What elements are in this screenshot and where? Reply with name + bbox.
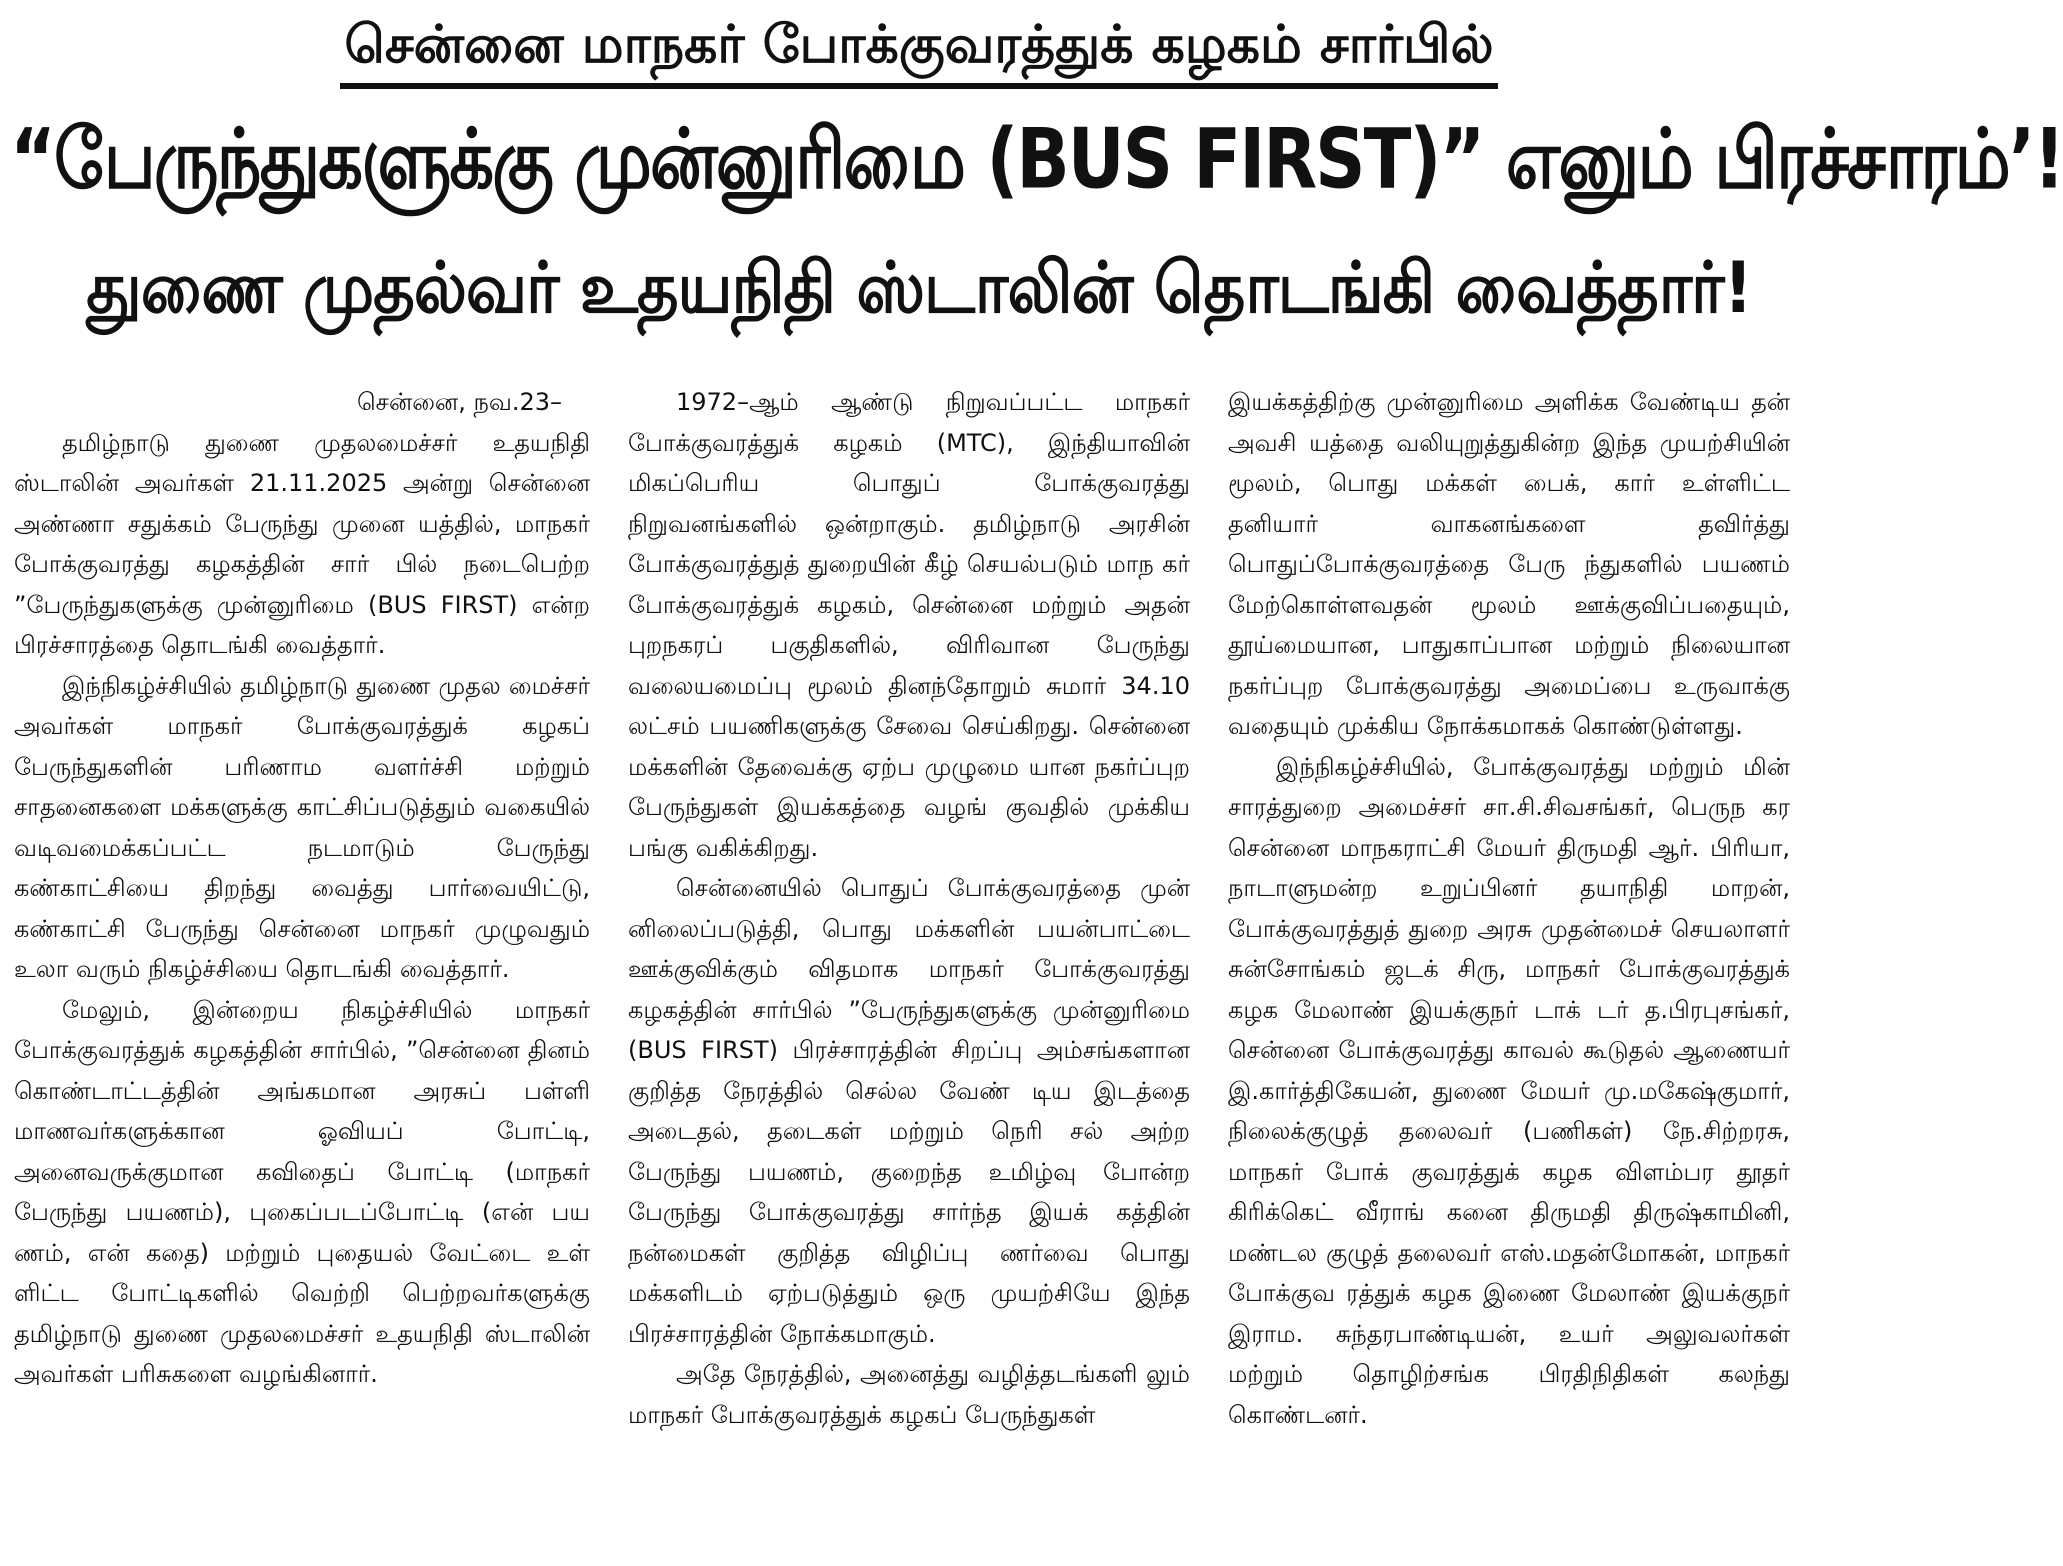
dateline: சென்னை, நவ.23– xyxy=(356,388,562,416)
paragraph: இந்நிகழ்ச்சியில் தமிழ்நாடு துணை முதல மைச்சர் அவர்கள் மாநகர் போக்குவரத்துக் கழகப் பேருந்துகளின் பரிணாம வளர்ச்சி மற்றும் சாதனைகளை மக்களுக்கு காட்சிப்படுத்தும் வகையில் வடிவமைக்கப்பட்ட நடமாடும் பேருந்து கண்காட்சியை திறந்து வைத்து பார்வையிட்டு, கண்காட்சி பேருந்து சென்னை மாநகர் முழுவதும் உலா வரும் நிகழ்ச்சியை தொடங்கி வைத்தார். xyxy=(14,671,590,983)
paragraph: சென்னையில் பொதுப் போக்குவரத்தை முன் னிலைப்படுத்தி, பொது மக்களின் பயன்பாட்டை ஊக்குவிக்கும் விதமாக மாநகர் போக்குவரத்து கழகத்தின் சார்பில் ”பேருந்துகளுக்கு முன்னுரிமை (BUS FIRST) பிரச்சாரத்தின் சிறப்பு அம்சங்களான குறித்த நேரத்தில் செல்ல வேண் டிய இடத்தை அடைதல், தடைகள் மற்றும் நெரி சல் அற்ற பேருந்து பயணம், குறைந்த உமிழ்வு போன்ற பேருந்து போக்குவரத்து சார்ந்த இயக் கத்தின் நன்மைகள் குறித்த விழிப்பு ணர்வை பொது மக்களிடம் ஏற்படுத்தும் ஒரு முயற்சியே இந்த பிரச்சாரத்தின் நோக்கமாகும். xyxy=(628,874,1190,1348)
article-column-1 xyxy=(10,382,610,1562)
paragraph: மேலும், இன்றைய நிகழ்ச்சியில் மாநகர் போக்குவரத்துக் கழகத்தின் சார்பில், ”சென்னை தினம் கொண்டாட்டத்தின் அங்கமான அரசுப் பள்ளி மாணவர்களுக்கான ஓவியப் போட்டி, அனைவருக்குமான கவிதைப் போட்டி (மாநகர் பேருந்து பயணம்), புகைப்படப்போட்டி (என் பய ணம், என் கதை) மற்றும் புதையல் வேட்டை உள் ளிட்ட போட்டிகளில் வெற்றி பெற்றவர்களுக்கு தமிழ்நாடு துணை முதலமைச்சர் உதயநிதி ஸ்டாலின் அவர்கள் பரிசுகளை வழங்கினார். xyxy=(14,995,590,1388)
paragraph: இயக்கத்திற்கு முன்னுரிமை அளிக்க வேண்டிய தன் அவசி யத்தை வலியுறுத்துகின்ற இந்த முயற்சியின் மூலம், பொது மக்கள் பைக், கார் உள்ளிட்ட தனியார் வாகனங்களை தவிர்த்து பொதுப்போக்குவரத்தை பேரு ந்துகளில் பயணம் மேற்கொள்ளவதன் மூலம் ஊக்குவிப்பதையும், தூய்மையான, பாதுகாப்பான மற்றும் நிலையான நகர்ப்புற போக்குவரத்து அமைப்பை உருவாக்கு வதையும் முக்கிய நோக்கமாகக் கொண்டுள்ளது. xyxy=(1228,388,1790,740)
paragraph: இந்நிகழ்ச்சியில், போக்குவரத்து மற்றும் மின் சாரத்துறை அமைச்சர் சா.சி.சிவசங்கர், பெருந கர சென்னை மாநகராட்சி மேயர் திருமதி ஆர். பிரியா, நாடாளுமன்ற உறுப்பினர் தயாநிதி மாறன், போக்குவரத்துத் துறை அரசு முதன்மைச் செயலாளர் சுன்சோங்கம் ஜடக் சிரு, மாநகர் போக்குவரத்துக் கழக மேலாண் இயக்குநர் டாக் டர் த.பிரபுசங்கர், சென்னை போக்குவரத்து காவல் கூடுதல் ஆணையர் இ.கார்த்திகேயன், துணை மேயர் மு.மகேஷ்குமார், நிலைக்குழுத் தலைவர் (பணிகள்) நே.சிற்றரசு, மாநகர் போக் குவரத்துக் கழக விளம்பர தூதர் கிரிக்கெட் வீராங் கனை திருமதி திருஷ்காமினி, மண்டல குழுத் தலைவர் எஸ்.மதன்மோகன், மாநகர் போக்குவ ரத்துக் கழக இணை மேலாண் இயக்குநர் இராம. சுந்தரபாண்டியன், உயர் அலுவலர்கள் மற்றும் தொழிற்சங்க பிரதிநிதிகள் கலந்து கொண்டனர். xyxy=(1228,752,1790,1429)
article-body xyxy=(0,382,1838,1562)
headline-sub: துணை முதல்வர் உதயநிதி ஸ்டாலின் தொடங்கி வைத்தார்! xyxy=(86,248,1752,330)
article-column-2 xyxy=(610,382,1210,1562)
paragraph: 1972–ஆம் ஆண்டு நிறுவப்பட்ட மாநகர் போக்குவரத்துக் கழகம் (MTC), இந்தியாவின் மிகப்பெரிய பொதுப் போக்குவரத்து நிறுவனங்களில் ஒன்றாகும். தமிழ்நாடு அரசின் போக்குவரத்துத் துறையின் கீழ் செயல்படும் மாந கர் போக்குவரத்துக் கழகம், சென்னை மற்றும் அதன் புறநகரப் பகுதிகளில், விரிவான பேருந்து வலையமைப்பு மூலம் தினந்தோறும் சுமார் 34.10 லட்சம் பயணிகளுக்கு சேவை செய்கிறது. சென்னை மக்களின் தேவைக்கு ஏற்ப முழுமை யான நகர்ப்புற பேருந்துகள் இயக்கத்தை வழங் குவதில் முக்கிய பங்கு வகிக்கிறது. xyxy=(628,388,1190,862)
article-column-3 xyxy=(1210,382,1810,1562)
paragraph: அதே நேரத்தில், அனைத்து வழித்தடங்களி லும் மாநகர் போக்குவரத்துக் கழகப் பேருந்துகள் xyxy=(628,1360,1190,1429)
headline-main: “பேருந்துகளுக்கு முன்னுரிமை (BUS FIRST)” எனும் பிரச்சாரம்’! xyxy=(10,110,2063,208)
headline-kicker-text: சென்னை மாநகர் போக்குவரத்துக் கழகம் சார்பில் xyxy=(340,9,1497,89)
paragraph: தமிழ்நாடு துணை முதலமைச்சர் உதயநிதி ஸ்டாலின் அவர்கள் 21.11.2025 அன்று சென்னை அண்ணா சதுக்கம் பேருந்து முனை யத்தில், மாநகர் போக்குவரத்து கழகத்தின் சார் பில் நடைபெற்ற ”பேருந்துகளுக்கு முன்னுரிமை (BUS FIRST) என்ற பிரச்சாரத்தை தொடங்கி வைத்தார். xyxy=(14,428,590,659)
